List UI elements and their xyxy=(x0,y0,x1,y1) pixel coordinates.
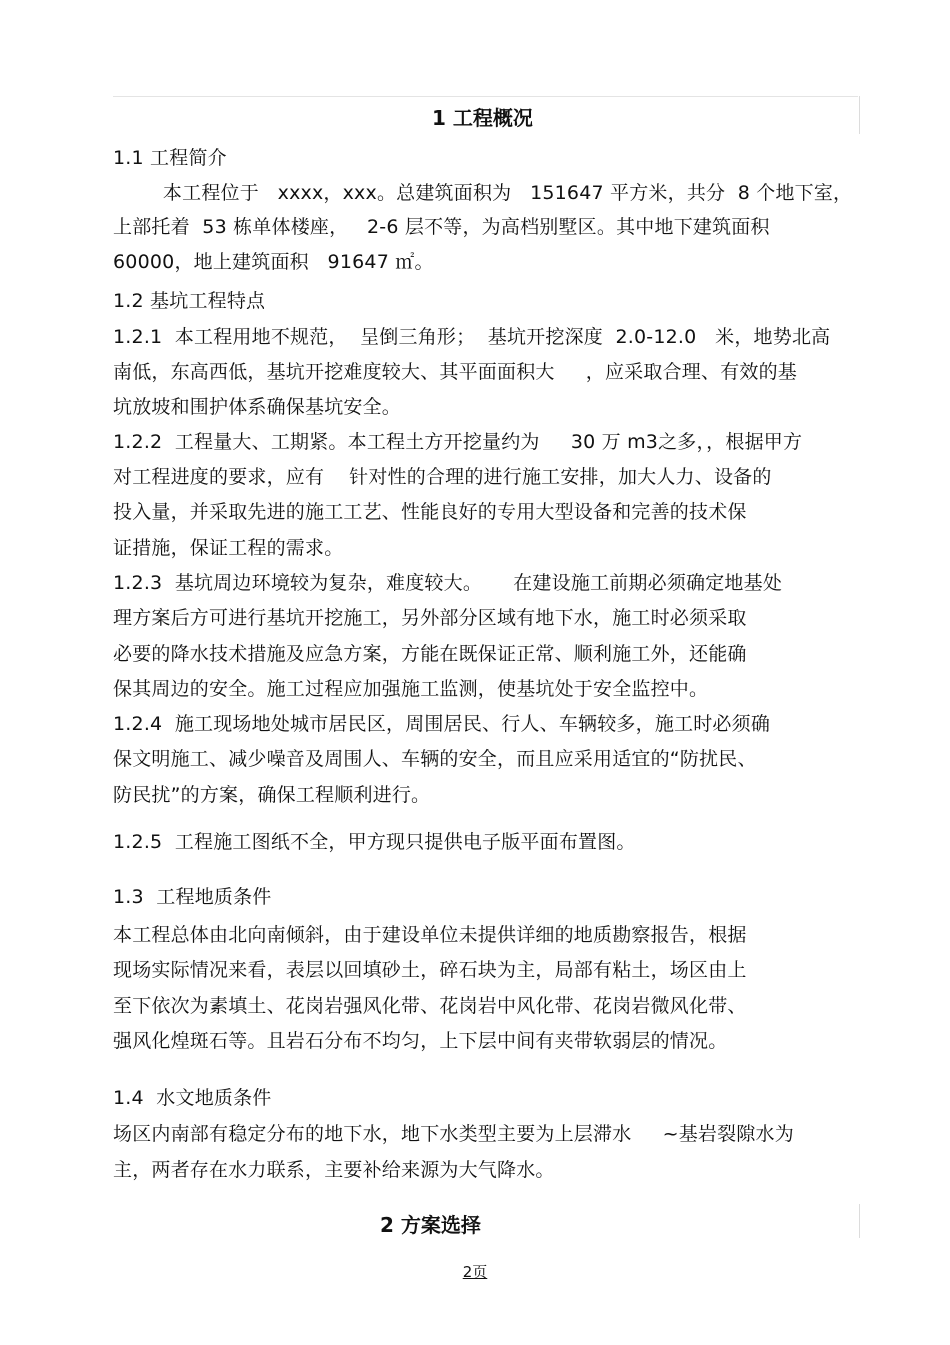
top-rule xyxy=(113,96,858,97)
paragraph-line: 南低，东高西低，基坑开挖难度较大、其平面面积大 ，应采取合理、有效的基 xyxy=(113,361,797,383)
paragraph-line: 现场实际情况来看，表层以回填砂土，碎石块为主，局部有粘土，场区由上 xyxy=(113,959,747,981)
paragraph-line: 防民扰”的方案，确保工程顺利进行。 xyxy=(113,784,431,806)
heading-number: 2 xyxy=(380,1213,394,1237)
paragraph-line: 本工程位于 xxxx，xxx。总建筑面积为 151647 平方米，共分 8 个地下室， xyxy=(113,182,853,204)
right-rule-bottom xyxy=(859,1204,860,1238)
paragraph-line: 60000，地上建筑面积 91647 ㎡。 xyxy=(113,251,434,273)
paragraph-line: 上部托着 53 栋单体楼座， 2-6 层不等，为高档别墅区。其中地下建筑面积 xyxy=(113,216,770,238)
heading-text: 方案选择 xyxy=(393,1213,481,1237)
paragraph-line: 1.2.5 工程施工图纸不全，甲方现只提供电子版平面布置图。 xyxy=(113,831,636,853)
paragraph-line: 至下依次为素填土、花岗岩强风化带、花岗岩中风化带、花岗岩微风化带、 xyxy=(113,995,747,1017)
paragraph-line: 投入量，并采取先进的施工工艺、性能良好的专用大型设备和完善的技术保 xyxy=(113,501,747,523)
paragraph-line: 主，两者存在水力联系，主要补给来源为大气降水。 xyxy=(113,1159,555,1181)
paragraph-line: 本工程总体由北向南倾斜，由于建设单位未提供详细的地质勘察报告，根据 xyxy=(113,924,747,946)
subheading-1-2: 1.2 基坑工程特点 xyxy=(113,290,266,312)
paragraph-line: 1.2.4 施工现场地处城市居民区，周围居民、行人、车辆较多，施工时必须确 xyxy=(113,713,771,735)
heading-number: 1 xyxy=(432,106,446,130)
heading-text: 工程概况 xyxy=(445,106,533,130)
subheading-1-3: 1.3 工程地质条件 xyxy=(113,886,272,908)
paragraph-line: 对工程进度的要求，应有 针对性的合理的进行施工安排，加大人力、设备的 xyxy=(113,466,772,488)
paragraph-line: 1.2.2 工程量大、工期紧。本工程土方开挖量约为 30 万 m3之多，，根据甲方 xyxy=(113,431,803,453)
paragraph-line: 证措施，保证工程的需求。 xyxy=(113,537,344,559)
paragraph-line: 保其周边的安全。施工过程应加强施工监测，使基坑处于安全监控中。 xyxy=(113,678,709,700)
paragraph-line: 必要的降水技术措施及应急方案，方能在既保证正常、顺利施工外，还能确 xyxy=(113,643,747,665)
section-heading-2 xyxy=(380,1212,481,1238)
paragraph-line: 1.2.3 基坑周边环境较为复杂，难度较大。 在建设施工前期必须确定地基处 xyxy=(113,572,783,594)
paragraph-line: 理方案后方可进行基坑开挖施工，另外部分区域有地下水，施工时必须采取 xyxy=(113,607,747,629)
paragraph-line: 坑放坡和围护体系确保基坑安全。 xyxy=(113,396,402,418)
section-heading-1 xyxy=(432,105,533,131)
subheading-1-1: 1.1 工程简介 xyxy=(113,147,227,169)
right-rule-top xyxy=(859,96,860,134)
paragraph-line: 1.2.1 本工程用地不规范， 呈倒三角形； 基坑开挖深度 2.0-12.0 米，地势北高 xyxy=(113,326,831,348)
paragraph-line: 保文明施工、减少噪音及周围人、车辆的安全，而且应采用适宜的“防扰民、 xyxy=(113,748,757,770)
paragraph-line: 强风化煌斑石等。且岩石分布不均匀，上下层中间有夹带软弱层的情况。 xyxy=(113,1030,728,1052)
subheading-1-4: 1.4 水文地质条件 xyxy=(113,1087,272,1109)
page-number: 2页 xyxy=(462,1263,488,1281)
paragraph-line: 场区内南部有稳定分布的地下水，地下水类型主要为上层滞水 ~基岩裂隙水为 xyxy=(113,1123,794,1145)
